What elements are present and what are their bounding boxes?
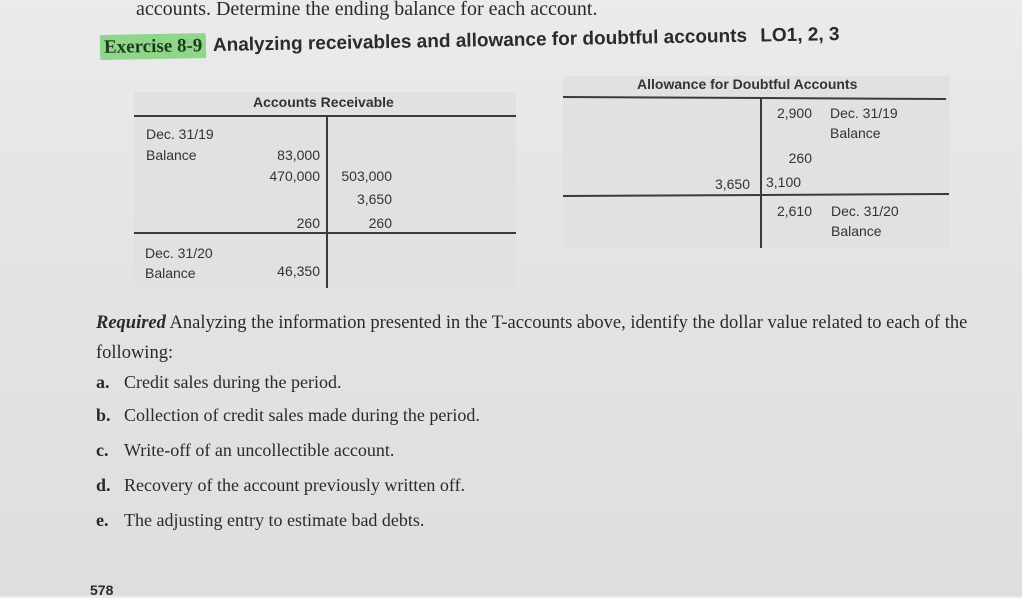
ar-debit-sales: 470,000	[269, 168, 320, 184]
page-number: 578	[90, 582, 114, 598]
list-item	[96, 510, 424, 531]
ar-closing-date: Dec. 31/20	[145, 245, 213, 261]
ar-title: Accounts Receivable	[253, 94, 394, 110]
list-item	[96, 475, 465, 496]
afda-opening-label: Balance	[830, 125, 881, 141]
afda-opening-date: Dec. 31/19	[830, 105, 898, 121]
item-letter: d.	[96, 475, 111, 495]
afda-credit-adjusting: 3,100	[766, 174, 802, 190]
item-letter: b.	[96, 405, 111, 425]
ar-closing-label: Balance	[145, 265, 196, 281]
item-text: Collection of credit sales made during the period.	[124, 405, 480, 425]
ar-credit-writeoff: 3,650	[356, 191, 392, 207]
learning-objectives: LO1, 2, 3	[760, 24, 840, 47]
ar-credit-recovery: 260	[368, 215, 392, 231]
item-letter: c.	[96, 440, 109, 460]
ar-debit-opening: 83,000	[277, 147, 320, 163]
exercise-number: Exercise 8-9	[100, 33, 207, 60]
previous-line-text: accounts. Determine the ending balance for each account.	[136, 0, 598, 20]
ar-opening-date: Dec. 31/19	[146, 126, 214, 142]
required-label: Required	[96, 313, 166, 333]
afda-debit-writeoff: 3,650	[714, 176, 750, 192]
item-letter: a.	[96, 372, 110, 392]
ar-closing-balance: 46,350	[277, 263, 320, 279]
list-item	[96, 372, 341, 393]
list-item	[96, 440, 394, 461]
afda-closing-balance: 2,610	[776, 203, 812, 219]
item-text: Credit sales during the period.	[124, 372, 342, 392]
afda-title: Allowance for Doubtful Accounts	[637, 76, 858, 92]
list-item	[96, 405, 480, 426]
item-text: The adjusting entry to estimate bad debts.	[124, 510, 425, 530]
ar-opening-label: Balance	[146, 147, 197, 163]
required-instructions	[96, 308, 996, 368]
afda-credit-recovery: 260	[788, 150, 812, 166]
item-text: Write-off of an uncollectible account.	[124, 440, 395, 460]
item-letter: e.	[96, 510, 109, 530]
afda-background	[563, 76, 950, 248]
afda-credit-opening: 2,900	[776, 105, 812, 121]
ar-balance-rule	[134, 232, 516, 234]
ar-top-rule	[134, 115, 516, 117]
required-text: Analyzing the information presented in the T-accounts above, identify the dollar value related to each of the following:	[96, 313, 968, 363]
exercise-heading	[100, 23, 840, 59]
exercise-title: Analyzing receivables and allowance for doubtful accounts	[212, 25, 748, 57]
afda-center-rule	[760, 97, 762, 248]
ar-credit-collections: 503,000	[341, 168, 392, 184]
afda-closing-date: Dec. 31/20	[831, 203, 899, 219]
ar-debit-reinstate: 260	[296, 215, 320, 231]
item-text: Recovery of the account previously written off.	[124, 475, 466, 495]
afda-closing-label: Balance	[831, 223, 882, 239]
